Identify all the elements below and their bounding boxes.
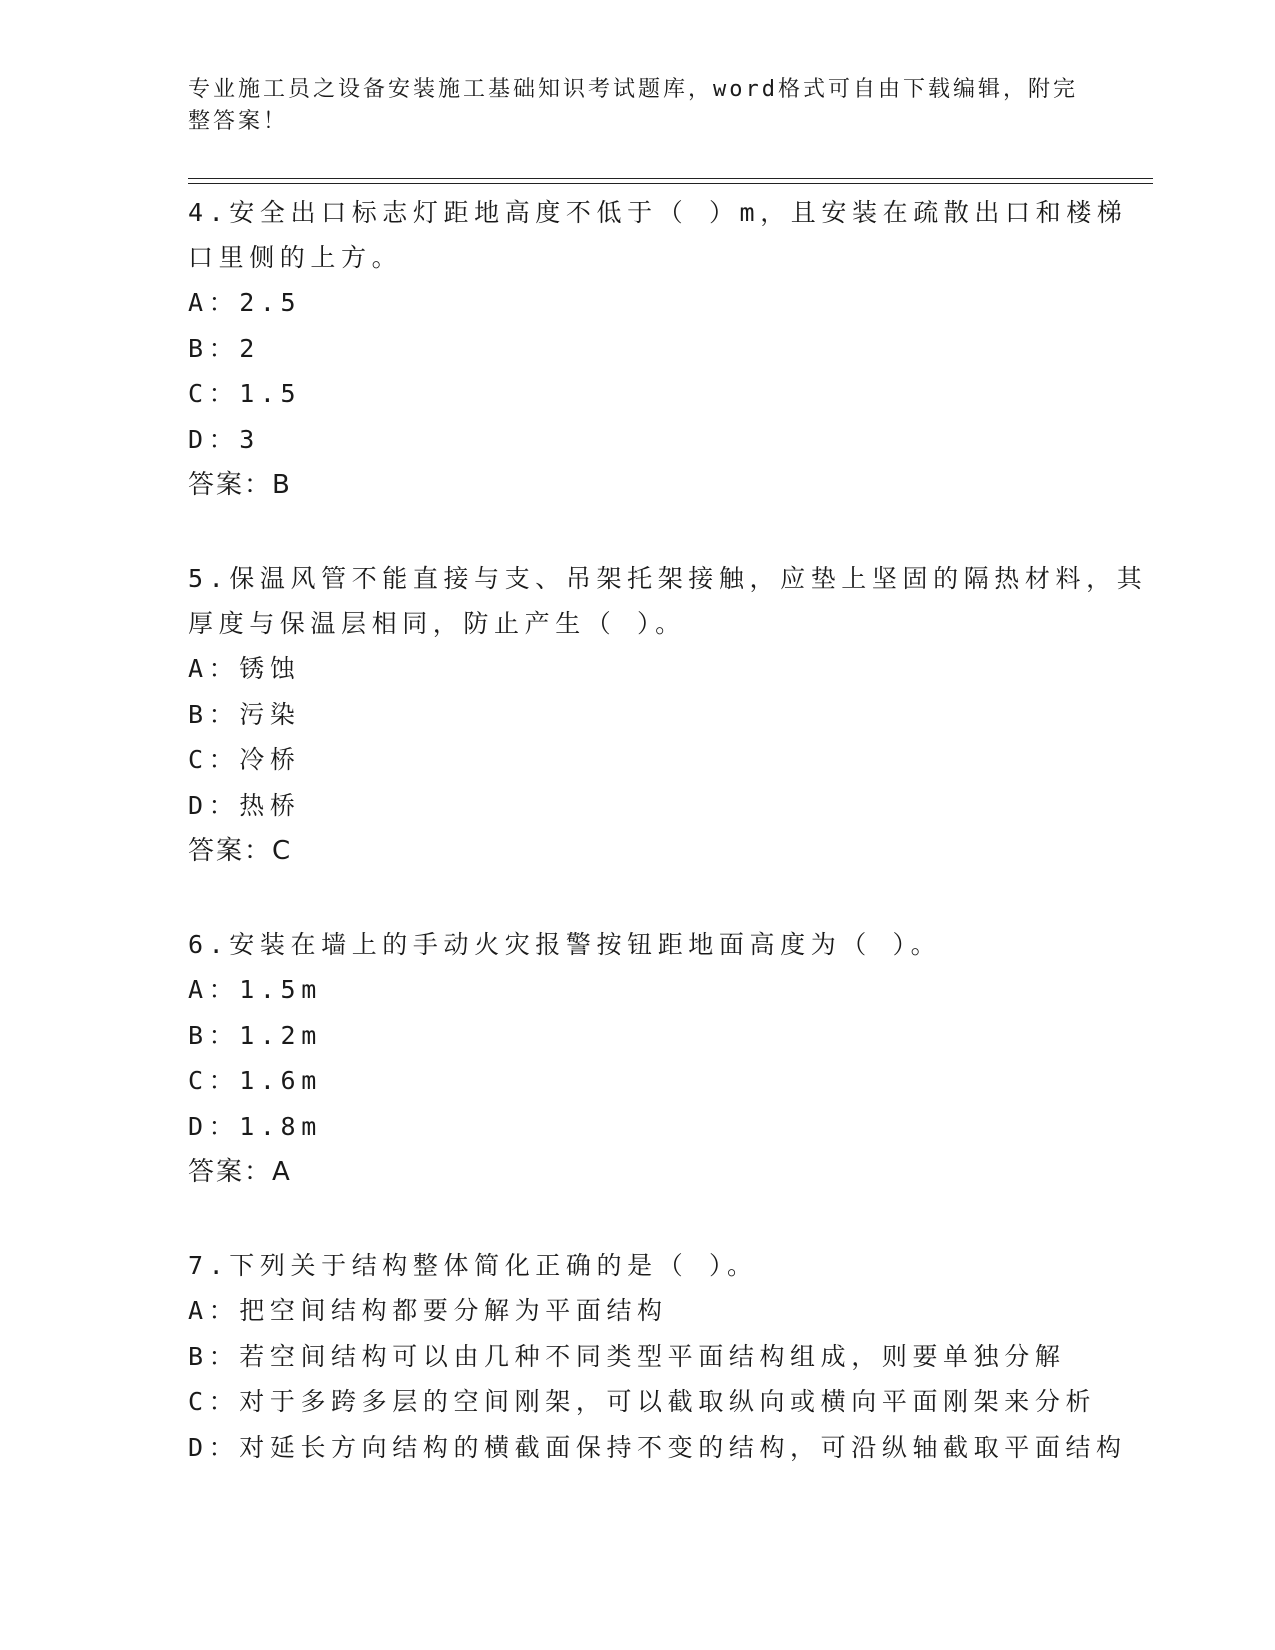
question-spacer bbox=[188, 1195, 1148, 1242]
option-d: D：3 bbox=[188, 424, 260, 454]
question-stem: 4.安全出口标志灯距地高度不低于（ ）m，且安装在疏散出口和楼梯口里侧的上方。 bbox=[188, 198, 1128, 272]
answer: 答案：C bbox=[188, 836, 293, 866]
option-a: A：1.5m bbox=[188, 975, 322, 1004]
option-c: C：对于多跨多层的空间刚架，可以截取纵向或横向平面刚架来分析 bbox=[188, 1387, 1097, 1416]
option-c: C：冷桥 bbox=[188, 745, 301, 774]
option-c: C：1.6m bbox=[188, 1066, 322, 1095]
header-rule-top bbox=[188, 178, 1153, 179]
question-7 bbox=[188, 1242, 1148, 1470]
question-stem: 5.保温风管不能直接与支、吊架托架接触，应垫上坚固的隔热材料，其厚度与保温层相同，防止产生（ ）。 bbox=[188, 564, 1148, 638]
answer: 答案：B bbox=[188, 470, 292, 500]
option-b: B：若空间结构可以由几种不同类型平面结构组成，则要单独分解 bbox=[188, 1341, 1066, 1371]
question-spacer bbox=[188, 508, 1148, 555]
question-list bbox=[188, 189, 1148, 1470]
option-d: D：1.8m bbox=[188, 1111, 322, 1141]
question-spacer bbox=[188, 874, 1148, 921]
option-d: D：热桥 bbox=[188, 790, 301, 820]
option-a: A：2.5 bbox=[188, 288, 302, 317]
question-4 bbox=[188, 189, 1148, 508]
option-d: D：对延长方向结构的横截面保持不变的结构，可沿纵轴截取平面结构 bbox=[188, 1432, 1127, 1462]
question-stem: 7.下列关于结构整体简化正确的是（ ）。 bbox=[188, 1251, 758, 1280]
option-a: A：锈蚀 bbox=[188, 654, 301, 683]
question-5 bbox=[188, 555, 1148, 874]
answer: 答案：A bbox=[188, 1157, 292, 1187]
option-c: C：1.5 bbox=[188, 379, 302, 408]
question-stem: 6.安装在墙上的手动火灾报警按钮距地面高度为（ ）。 bbox=[188, 930, 942, 959]
header-rule-bottom bbox=[188, 183, 1153, 184]
option-b: B：2 bbox=[188, 333, 260, 363]
document-header: 专业施工员之设备安装施工基础知识考试题库，word格式可自由下载编辑，附完整答案！ bbox=[188, 77, 1078, 134]
option-a: A：把空间结构都要分解为平面结构 bbox=[188, 1296, 668, 1325]
question-6 bbox=[188, 921, 1148, 1195]
option-b: B：1.2m bbox=[188, 1020, 322, 1050]
option-b: B：污染 bbox=[188, 699, 301, 729]
